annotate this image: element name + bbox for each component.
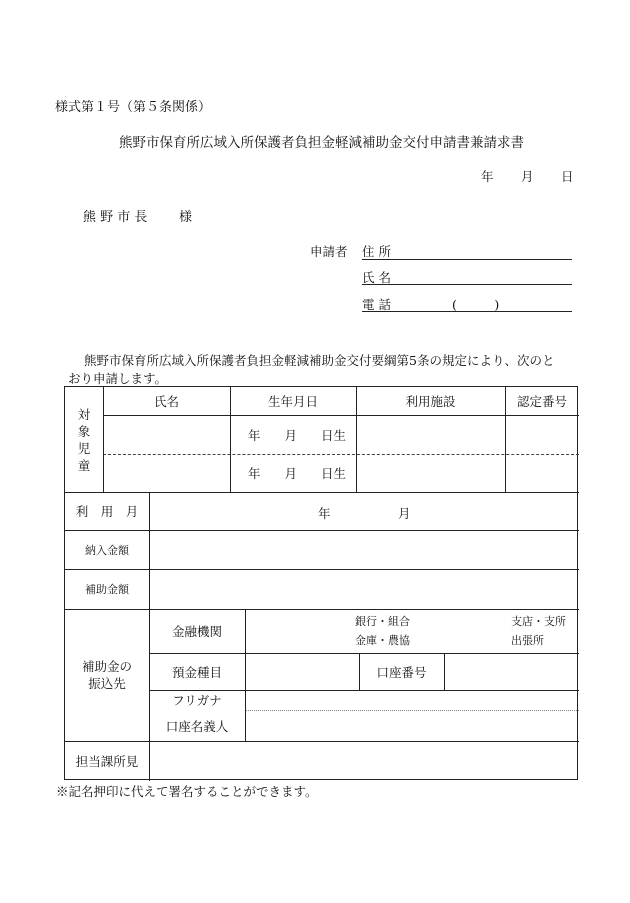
- application-table: [64, 386, 578, 780]
- footnote: ※記名押印に代えて署名することができます。: [56, 784, 318, 799]
- birth-row-1[interactable]: 年 月 日生: [247, 427, 347, 443]
- addressee-honorific: 様: [179, 210, 193, 225]
- header-cert: 認定番号: [516, 394, 567, 409]
- addressee-name: 熊 野 市 長: [83, 210, 148, 225]
- address-underline: [362, 259, 572, 260]
- bank-type-sub-office: 出張所: [511, 634, 544, 647]
- usage-month-month: 月: [398, 506, 411, 521]
- address-label: 住 所: [362, 244, 391, 259]
- account-holder-label: 口座名義人: [165, 718, 229, 734]
- header-name: 氏名: [153, 394, 179, 409]
- payment-label: 納入金額: [85, 543, 129, 557]
- bank-type-bank-union: 銀行・組合: [355, 615, 410, 628]
- furigana-label: フリガナ: [172, 693, 222, 708]
- usage-month-year: 年: [318, 506, 331, 521]
- bank-type-branch: 支店・支所: [511, 615, 566, 628]
- phone-parens: ( ): [452, 297, 500, 312]
- header-birth: 生年月日: [267, 394, 318, 409]
- statement-line1: 熊野市保育所広域入所保護者負担金軽減補助金交付要綱第5条の規定により、次のと: [84, 353, 555, 368]
- date-year: 年: [481, 169, 494, 184]
- date-month: 月: [521, 169, 534, 184]
- form-number: 様式第１号（第５条関係）: [55, 100, 212, 115]
- child-label: 対 象 児 童: [77, 406, 91, 473]
- date-day: 日: [561, 169, 574, 184]
- subsidy-label: 補助金額: [85, 583, 129, 596]
- department-opinion-label: 担当課所見: [75, 754, 139, 769]
- phone-underline: [362, 311, 572, 312]
- bank-type-vault-agri: 金庫・農協: [355, 634, 410, 647]
- name-label: 氏 名: [362, 270, 391, 285]
- phone-label: 電 話: [362, 297, 391, 312]
- bank-label: 金融機関: [171, 624, 222, 639]
- transfer-label: 補助金の 振込先: [81, 659, 132, 691]
- header-facility: 利用施設: [405, 394, 456, 409]
- applicant-label: 申請者: [310, 244, 348, 259]
- statement-line2: おり申請します。: [68, 371, 168, 386]
- name-underline: [362, 284, 572, 285]
- deposit-label: 預金種目: [171, 664, 222, 680]
- birth-row-2[interactable]: 年 月 日生: [247, 466, 347, 481]
- account-number-label: 口座番号: [376, 664, 427, 680]
- usage-month-label: 利 用 月: [75, 504, 139, 519]
- page-title: 熊野市保育所広域入所保護者負担金軽減補助金交付申請書兼請求書: [119, 135, 524, 151]
